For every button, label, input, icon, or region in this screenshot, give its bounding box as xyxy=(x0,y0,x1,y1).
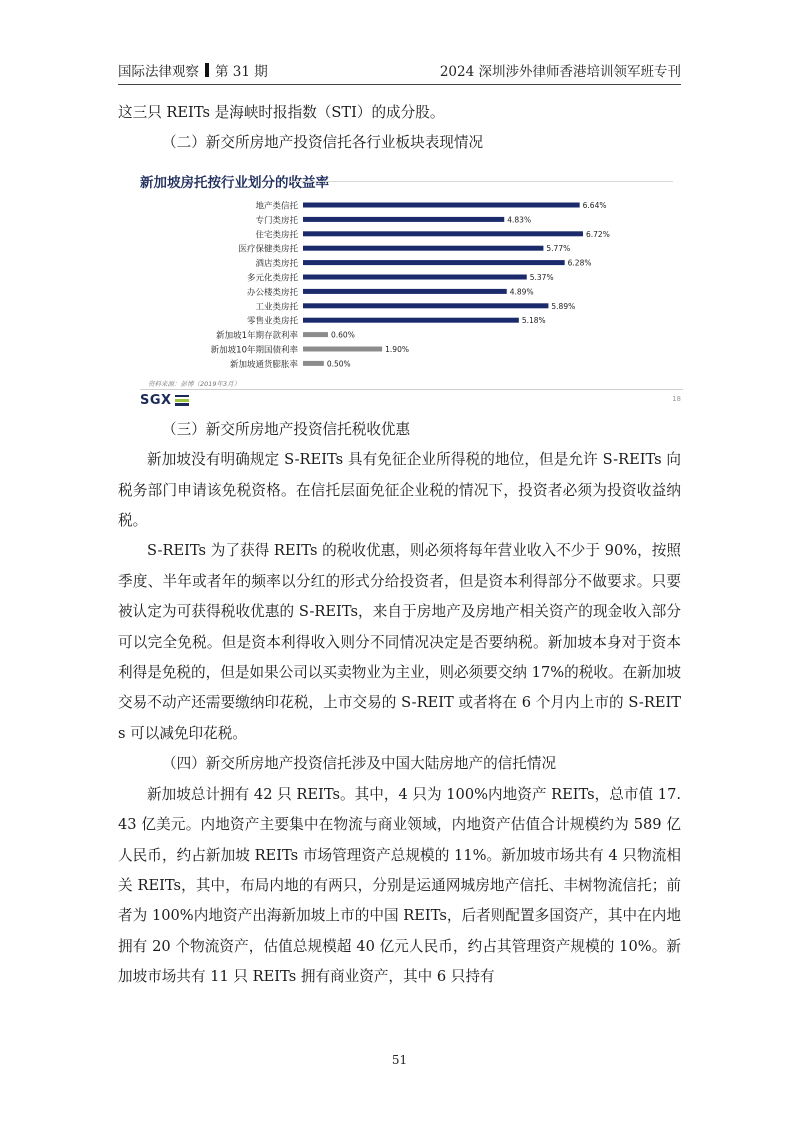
value-label: 4.89% xyxy=(509,287,534,297)
value-label: 4.83% xyxy=(507,215,532,225)
value-label: 5.77% xyxy=(546,244,571,254)
value-label: 6.72% xyxy=(586,229,610,239)
category-label: 新加坡1年期存款利率 xyxy=(216,330,298,341)
value-label: 1.90% xyxy=(385,344,409,354)
category-label: 工业类房托 xyxy=(255,302,298,313)
category-label: 零售业类房托 xyxy=(246,316,298,327)
value-label: 5.89% xyxy=(551,301,576,311)
bar xyxy=(303,332,328,337)
bar xyxy=(303,303,548,308)
bar xyxy=(303,289,507,294)
category-label: 专门类房托 xyxy=(255,215,298,226)
category-label: 多元化类房托 xyxy=(246,273,298,284)
paragraph-tax-status: 新加坡没有明确规定 S-REITs 具有免征企业所得税的地位，但是允许 S-REITs 向税务部门申请该免税资格。在信托层面免征企业税的情况下，投资者必须为投资收益纳税。 xyxy=(118,451,681,530)
bar xyxy=(303,217,504,222)
chart-title-rule xyxy=(290,181,673,182)
category-label: 酒店类房托 xyxy=(255,258,298,269)
section-heading-3: （三）新交所房地产投资信托税收优惠 xyxy=(162,420,411,438)
page-header xyxy=(118,58,681,80)
category-label: 地产类信托 xyxy=(255,201,298,212)
header-left xyxy=(118,60,268,80)
category-label: 新加坡10年期国债利率 xyxy=(210,345,298,356)
sgx-logo xyxy=(140,393,189,408)
header-separator-bar xyxy=(205,63,209,77)
value-label: 5.37% xyxy=(529,272,554,282)
journal-title: 国际法律观察 xyxy=(118,64,199,80)
category-label: 新加坡通货膨胀率 xyxy=(229,359,298,370)
header-rule xyxy=(118,84,681,85)
chart-footer-rule xyxy=(140,389,683,390)
paragraph-china-reits: 新加坡总计拥有 42 只 REITs。其中，4 只为 100%内地资产 REITs，总市值 17.43 亿美元。内地资产主要集中在物流与商业领域，内地资产估值合计规模约为 589 亿人民币，约占新加坡 REITs 市场管理资产总规模的 11%。新加坡市场共有 4 只物流相关 REITs，其中，布局内地的有两只，分别是运通网城房地产信托、丰树物流信托；前者为 100%内地资产出海新加坡上市的中国 REITs，后者则配置多国资产，其中在内地拥有 20 个物流资产，估值总规模超 40 亿元人民币，约占其管理资产规模的 10%。新加坡市场共有 11 只 REITs 拥有商业资产，其中 6 只持有 xyxy=(118,785,681,986)
paragraph-tax-benefits: S-REITs 为了获得 REITs 的税收优惠，则必须将每年营业收入不少于 90%，按照季度、半年或者年的频率以分红的形式分给投资者，但是资本利得部分不做要求。只要被认定为可获得税收优惠的 S-REITs，来自于房地产及房地产相关资产的现金收入部分可以完全免税。但是资本利得收入则分不同情况决定是否要纳税。新加坡本身对于资本利得是免税的，但是如果公司以买卖物业为主业，则必须要交纳 17%的税收。在新加坡交易不动产还需要缴纳印花税，上市交易的 S-REIT 或者将在 6 个月内上市的 S-REITs 可以减免印花税。 xyxy=(118,542,681,742)
sgx-logo-mark-icon xyxy=(175,395,189,406)
category-label: 医疗保健类房托 xyxy=(238,244,298,255)
category-label: 住宅类房托 xyxy=(255,230,298,241)
bar xyxy=(303,274,527,279)
category-label: 办公楼类房托 xyxy=(246,287,298,298)
issue-number: 第 31 期 xyxy=(215,64,268,80)
page-content xyxy=(118,98,681,993)
bar xyxy=(303,346,382,351)
value-label: 0.60% xyxy=(331,330,355,340)
yield-chart xyxy=(140,171,683,409)
value-label: 5.18% xyxy=(521,316,546,326)
page-number: 51 xyxy=(391,1053,408,1067)
bar xyxy=(303,231,583,236)
special-issue-title: 2024 深圳涉外律师香港培训领军班专刊 xyxy=(439,64,681,80)
bar xyxy=(303,318,519,323)
bar xyxy=(303,202,580,207)
value-label: 0.50% xyxy=(326,359,351,369)
sgx-logo-text: SGX xyxy=(140,392,172,408)
paragraph-sti: 这三只 REITs 是海峡时报指数（STI）的成分股。 xyxy=(118,104,445,121)
value-label: 6.28% xyxy=(567,258,592,268)
bar xyxy=(303,260,565,265)
section-heading-4: （四）新交所房地产投资信托涉及中国大陆房地产的信托情况 xyxy=(162,755,557,773)
chart-title: 新加坡房托按行业划分的收益率 xyxy=(140,174,329,191)
section-heading-2: （二）新交所房地产投资信托各行业板块表现情况 xyxy=(162,134,484,152)
chart-slide-page-number: 18 xyxy=(672,394,681,403)
bar xyxy=(303,361,324,366)
bar-chart-svg xyxy=(140,197,683,375)
value-label: 6.64% xyxy=(582,200,607,210)
bar xyxy=(303,246,543,251)
chart-source-note: 资料来源：彭博（2019年3月） xyxy=(148,379,241,388)
